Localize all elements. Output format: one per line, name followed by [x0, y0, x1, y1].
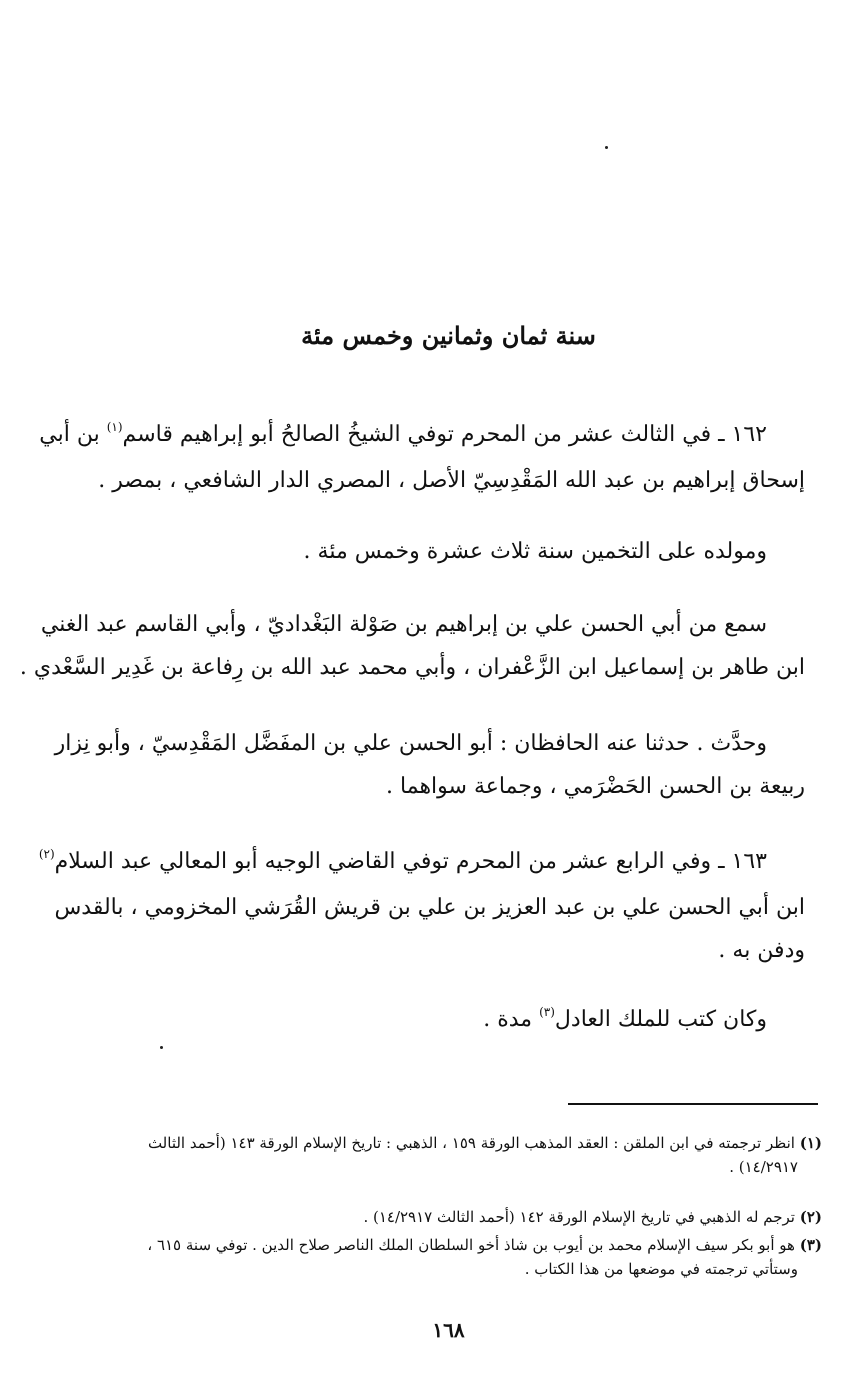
footnote-3-number: (٣) [799, 1236, 822, 1254]
page-number: ١٦٨ [432, 1318, 465, 1342]
footnote-2-line1 [32, 1205, 822, 1229]
footnote-1-text: انظر ترجمته في ابن الملقن : العقد المذهب الورقة ١٥٩ ، الذهبي : تاريخ الإسلام الورقة ١٤٣ (أحمد الثالث [147, 1134, 795, 1152]
entry-163-line1 [38, 840, 805, 886]
entry-163-text: ١٦٣ ـ وفي الرابع عشر من المحرم توفي القاضي الوجيه أبو المعالي عبد السلام [54, 849, 767, 874]
section-heading: سنة ثمان وثمانين وخمس مئة [301, 321, 596, 350]
birth-paragraph [45, 530, 805, 573]
footnote-1-line1 [32, 1131, 822, 1155]
entry-163 [38, 840, 805, 972]
footnote-2 [32, 1205, 822, 1229]
footnote-1 [32, 1131, 822, 1179]
scribe-text: وكان كتب للملك العادل [554, 1007, 767, 1032]
entry-162-text: ١٦٢ ـ في الثالث عشر من المحرم توفي الشيخُ الصالحُ أبو إبراهيم قاسم [122, 422, 767, 447]
footnote-ref-2: (٢) [38, 847, 55, 861]
entry-162-line1 [39, 413, 805, 459]
narrated-line1: وحدَّث . حدثنا عنه الحافظان : أبو الحسن علي بن المفَضَّل المَقْدِسيّ ، وأبو نِزار [54, 731, 767, 756]
entry-163-line3: ودفن به . [718, 938, 805, 963]
heard-line1: سمع من أبي الحسن علي بن إبراهيم بن صَوْلة البَغْداديّ ، وأبي القاسم عبد الغني [40, 612, 767, 637]
ink-speck [160, 1046, 163, 1049]
narrated-paragraph [45, 722, 805, 808]
heard-paragraph [19, 603, 805, 689]
entry-162-text-cont: بن أبي [39, 422, 100, 447]
entry-162 [39, 413, 805, 502]
footnote-3 [32, 1233, 822, 1281]
footnote-1-number: (١) [799, 1134, 822, 1152]
footnote-ref-3: (٣) [539, 1005, 555, 1019]
entry-162-line2: إسحاق إبراهيم بن عبد الله المَقْدِسِيّ الأصل ، المصري الدار الشافعي ، بمصر . [98, 468, 805, 493]
footnote-3-line2: وستأتي ترجمته في موضعها من هذا الكتاب . [524, 1260, 798, 1278]
footnote-1-line2: ١٤/٢٩١٧) . [729, 1158, 798, 1176]
footnote-2-number: (٢) [799, 1208, 822, 1226]
ink-speck [605, 146, 608, 149]
heard-line2: ابن طاهر بن إسماعيل ابن الزَّعْفران ، وأبي محمد عبد الله بن رِفاعة بن غَدِير السَّعْدي . [19, 655, 805, 680]
scribe-line [45, 998, 805, 1044]
footnote-3-line1 [32, 1233, 822, 1257]
birth-line: ومولده على التخمين سنة ثلاث عشرة وخمس مئة . [303, 539, 767, 564]
scribe-text-cont: مدة . [483, 1007, 533, 1032]
footnote-2-text: ترجم له الذهبي في تاريخ الإسلام الورقة ١٤٢ (أحمد الثالث ١٤/٢٩١٧) . [363, 1208, 795, 1226]
narrated-line2: ربيعة بن الحسن الحَضْرَمي ، وجماعة سواهما . [386, 774, 805, 799]
footnote-3-text: هو أبو بكر سيف الإسلام محمد بن أيوب بن شاذ أخو السلطان الملك الناصر صلاح الدين . توفي سنة ٦١٥ ، [147, 1236, 795, 1254]
entry-163-line2: ابن أبي الحسن علي بن عبد العزيز بن علي بن قريش القُرَشي المخزومي ، بالقدس [54, 895, 805, 920]
scribe-paragraph [45, 998, 805, 1044]
footnote-ref-1: (١) [106, 420, 123, 434]
footnote-separator [568, 1103, 818, 1105]
